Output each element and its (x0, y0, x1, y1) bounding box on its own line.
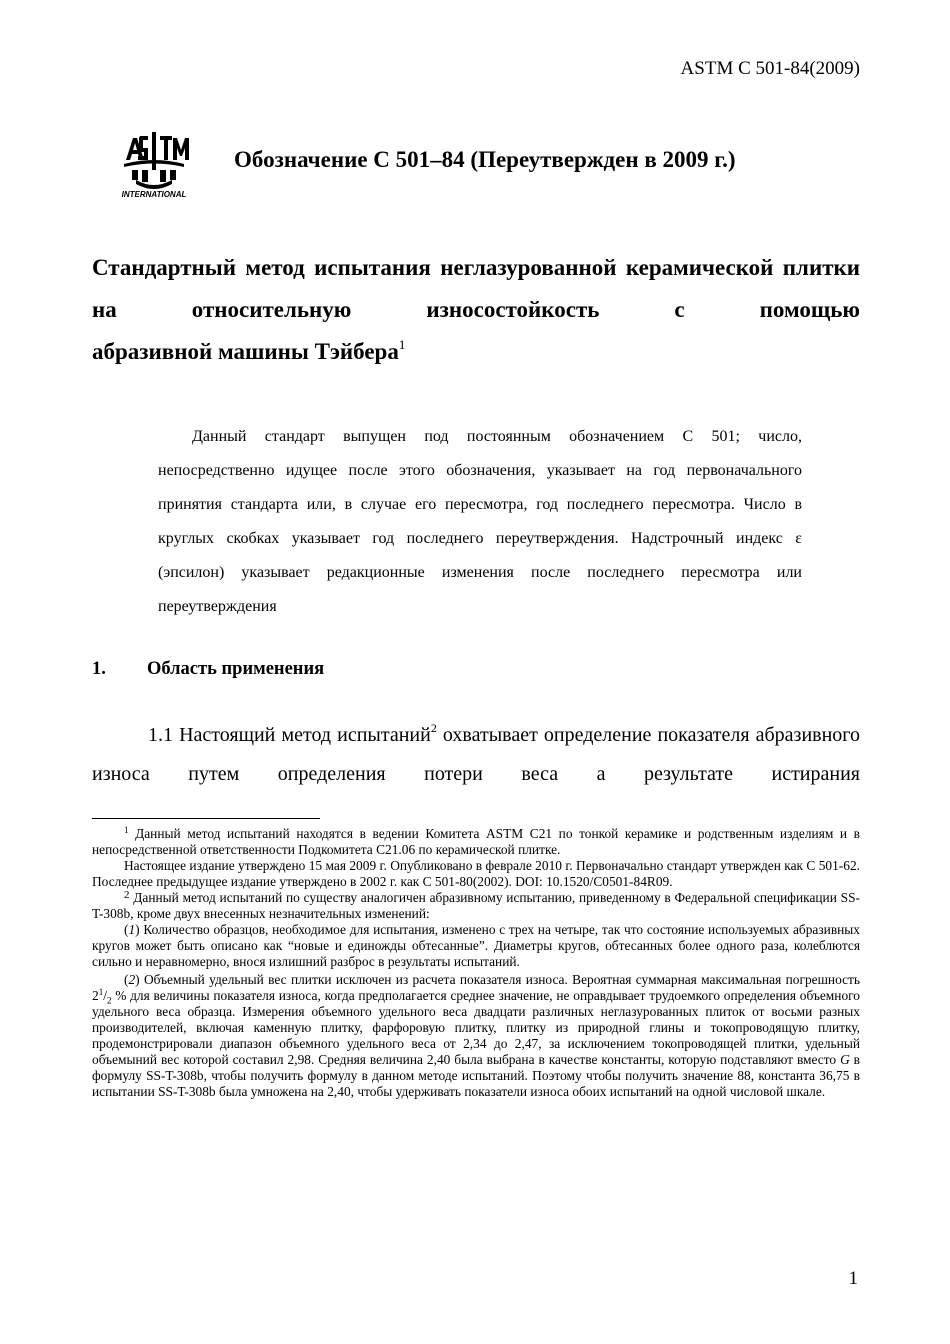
paragraph-1-1 (92, 716, 860, 794)
para-1-1-rest: охватывает определение показателя абразивного износа путем определения потери веса а результате истирания (92, 724, 860, 785)
item-1-text: Количество образцов, необходимое для испытания, изменено с трех на четыре, так что состояние используемых абразивных кругов может быть описано как “новые и единожды обтесанные”. Диаметры кругов, обтесанных более одного раза, колеблются сильно и неравномерно, внося излишний разброс в результаты испытаний. (92, 922, 860, 969)
designation-heading: Обозначение C 501–84 (Переутвержден в 2009 г.) (234, 147, 736, 172)
footnote-1-text: Данный метод испытаний находятся в ведении Комитета ASTM C21 по тонкой керамике и родственным изделиям и в непосредственной ответственности Подкомитета C21.06 по керамической плитке. (92, 826, 860, 857)
footnote-1 (92, 826, 860, 858)
astm-logo-icon (112, 130, 196, 200)
footnote-2 (92, 890, 860, 922)
document-title (92, 247, 860, 373)
para-1-1-footnote-ref[interactable]: 2 (430, 721, 437, 735)
title-line-2 (92, 331, 860, 373)
footnote-1-edition: Настоящее издание утверждено 15 мая 2009 г. Опубликовано в феврале 2010 г. Первоначально стандарт утвержден как C 501-62. Последнее предыдущее издание утверждено в 2002 г. как C 501-80(2002). DOI: 10.1520/C0501-84R09. (92, 858, 860, 889)
item-1-number: 1 (128, 922, 136, 937)
footnote-2-text: Данный метод испытаний по существу аналогичен абразивному испытанию, приведенному в Федеральной спецификации SS-T-308b, кроме двух внесенных незначительных изменений: (92, 890, 860, 921)
item-2-text-b: % для величины показателя износа, когда предполагается среднее значение, не оправдывает трудоемкого определения объемного удельного веса образца. Измерения объемного удельного веса двадцати различных неглазурованных плиток от восьми разных производителей, включая каменную плитку, фарфоровую плитку, плитку из природной глины и токопроводящую плитку, продемонстрировали диапазон объемного удельного веса от 2,34 до 2,47, за исключением токопроводящей плитки, удельный объемыний вес которой составил 2,98. Средняя величина 2,40 была выбрана в качестве константы, которую подставляют вместо (92, 988, 860, 1067)
title-footnote-ref[interactable]: 1 (398, 337, 406, 352)
fraction-denominator: 2 (106, 995, 112, 1006)
footnote-2-mark: 2 (124, 889, 130, 901)
section-number: 1. (92, 659, 106, 679)
item-2-text-a: Объемный удельный вес плитки исключен из расчета показателя износа. Вероятная суммарная максимальная погрешность 2 (92, 972, 860, 1003)
fraction-separator: / (103, 988, 107, 1003)
logo-text: INTERNATIONAL (121, 190, 187, 199)
item-2-number: 2 (128, 972, 136, 987)
footnote-2-item-1: (1) Количество образцов, необходимое для испытания, изменено с трех на четыре, так что состояние используемых абразивных кругов может быть описано как “новые и единожды обтесанные”. Диаметры кругов, обтесанных более одного раза, колеблются сильно и неравномерно, внося излишний разброс в результаты испытаний. (92, 922, 860, 969)
standard-notice: Данный стандарт выпущен под постоянным обозначением C 501; число, непосредственно идущее после этого обозначения, указывает на год первоначального принятия стандарта или, в случае его пересмотра, год последнего пересмотра. Число в круглых скобках указывает год последнего переутверждения. Надстрочный индекс ε (эпсилон) указывает редакционные изменения после последнего пересмотра или переутверждения (158, 428, 802, 615)
footnotes (92, 826, 860, 1100)
item-2-text-c: в формулу SS-T-308b, чтобы получить формулу в данном методе испытаний. Поэтому чтобы получить значение 88, константа 36,75 в испытании SS-T-308b была умножена на 2,40, чтобы удерживать показатели износа обоих испытаний на одной числовой шкале. (92, 1052, 860, 1099)
footnote-1-mark: 1 (124, 825, 129, 835)
variable-g: G (840, 1052, 850, 1067)
para-1-1-start: 1.1 Настоящий метод испытаний (148, 724, 431, 746)
page-number: 1 (848, 1268, 858, 1289)
section-title: Область применения (147, 659, 325, 679)
fraction-numerator: 1 (98, 987, 104, 997)
footnote-separator (92, 818, 320, 819)
title-line-1: Стандартный метод испытания неглазурованной керамической плитки на относительную износостойкость с помощью (92, 255, 860, 322)
footnote-2-item-2: (2) Объемный удельный вес плитки исключен из расчета показателя износа. Вероятная суммарная максимальная погрешность $2^1/_2$ % для величины показателя износа, когда предполагается среднее значение, не оправдывает трудоемкого определения объемного удельного веса образца. Измерения объемного удельного веса двадцати различных неглазурованных плиток от восьми разных производителей, включая каменную плитку, фарфоровую плитку, плитку из природной глины и токопроводящую плитку, продемонстрировали диапазон объемного удельного веса от 2,34 до 2,47, за исключением токопроводящей плитки, удельный объемыний вес которой составил 2,98. Средняя величина 2,40 была выбрана в качестве константы, которую подставляют вместо G в формулу SS-T-308b, чтобы получить формулу в данном методе испытаний. Поэтому чтобы получить значение 88, константа 36,75 в испытании SS-T-308b была умножена на 2,40, чтобы удерживать показатели износа обоих испытаний на одной числовой шкале. (92, 972, 860, 1099)
title-line-2-text: абразивной машины Тэйбера (92, 339, 399, 364)
standard-id-header: ASTM C 501-84(2009) (680, 58, 860, 79)
